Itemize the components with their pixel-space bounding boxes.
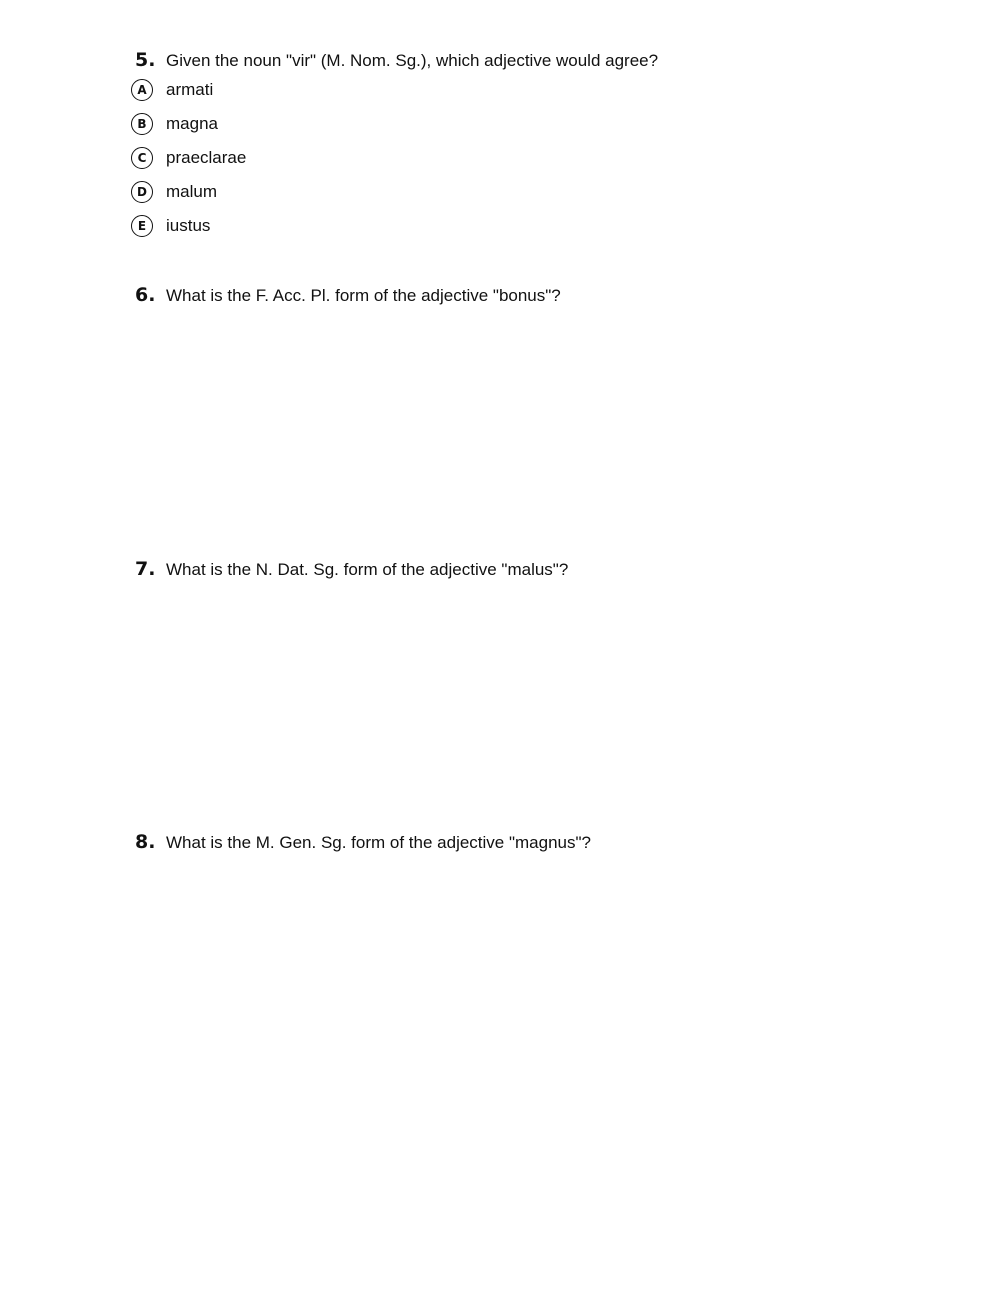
choice-d-bubble[interactable]: D: [131, 181, 153, 203]
question-number: 6.: [135, 284, 156, 306]
question-header: [0, 830, 1000, 858]
question-text: Given the noun "vir" (M. Nom. Sg.), which adjective would agree?: [166, 51, 659, 70]
question-number: 5.: [135, 49, 156, 71]
choice-c[interactable]: [0, 147, 1000, 181]
question-8: [0, 830, 1000, 858]
question-number: 7.: [135, 558, 156, 580]
answer-area-8[interactable]: [131, 865, 871, 1245]
choice-a[interactable]: [0, 79, 1000, 113]
choice-e-text: iustus: [166, 216, 211, 235]
choice-a-text: armati: [166, 80, 214, 99]
choice-b[interactable]: [0, 113, 1000, 147]
choice-c-text: praeclarae: [166, 148, 247, 167]
choice-c-bubble[interactable]: C: [131, 147, 153, 169]
choice-d-text: malum: [166, 182, 218, 201]
choice-a-bubble[interactable]: A: [131, 79, 153, 101]
question-5: [0, 48, 1000, 246]
question-header: [0, 283, 1000, 311]
choice-d[interactable]: [0, 181, 1000, 215]
question-header: [0, 48, 1000, 76]
question-header: [0, 557, 1000, 585]
choice-b-text: magna: [166, 114, 218, 133]
question-number: 8.: [135, 831, 156, 853]
question-text: What is the M. Gen. Sg. form of the adjective "magnus"?: [166, 833, 591, 852]
choice-e-bubble[interactable]: E: [131, 215, 153, 237]
answer-area-7[interactable]: [131, 592, 871, 822]
choice-list: [0, 79, 1000, 249]
choice-b-bubble[interactable]: B: [131, 113, 153, 135]
answer-area-6[interactable]: [131, 318, 871, 548]
question-text: What is the N. Dat. Sg. form of the adjective "malus"?: [166, 560, 569, 579]
question-7: [0, 557, 1000, 585]
question-6: [0, 283, 1000, 311]
question-text: What is the F. Acc. Pl. form of the adjective "bonus"?: [166, 286, 561, 305]
choice-e[interactable]: [0, 215, 1000, 249]
